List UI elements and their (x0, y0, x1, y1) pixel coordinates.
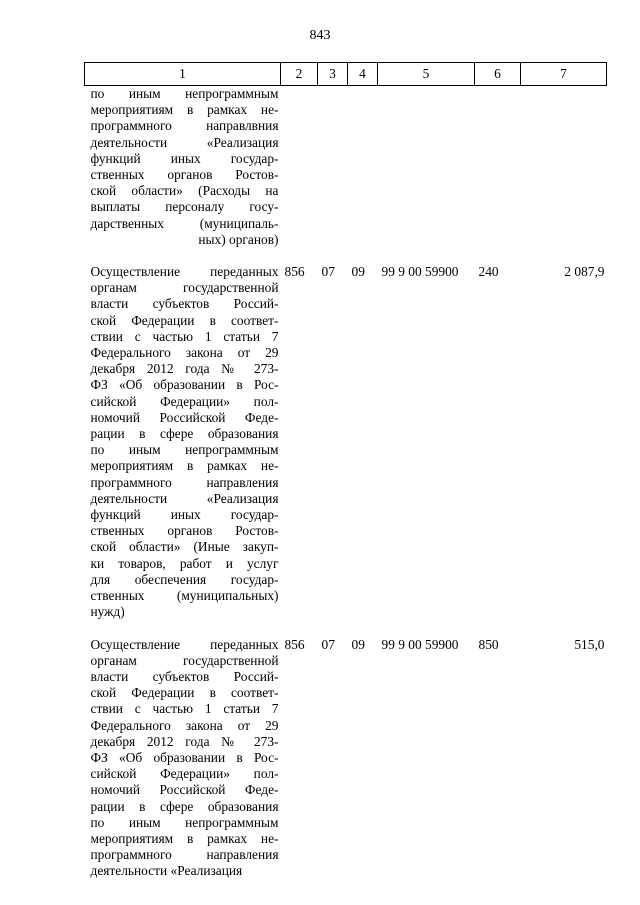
code-target (378, 86, 475, 249)
description-line: ствии с частью 1 статьи 7 (90, 701, 279, 717)
code-expense-type (475, 86, 521, 249)
description-line: функций иных государ- (90, 507, 279, 523)
description-line: мероприятиям в рамках не- (90, 458, 279, 474)
code-subsection: 09 (351, 636, 365, 652)
row-description (85, 264, 281, 620)
description-line: мероприятиям в рамках не- (90, 102, 279, 118)
description-line: программного направления (90, 474, 279, 490)
description-line: ской области» (Расходы на (90, 183, 279, 199)
description-line: деятельности «Реализация (90, 490, 279, 506)
table-row (85, 637, 607, 880)
amount: 515,0 (574, 636, 605, 652)
description-line: ФЗ «Об образовании в Рос- (90, 377, 279, 393)
table-row (85, 264, 607, 620)
column-number-header (85, 63, 607, 86)
description-line: Федерального закона от 29 (90, 717, 279, 733)
description-line: программного направлвния (90, 118, 279, 134)
description-line: органам государственной (90, 280, 279, 296)
description-line: по иным непрограммным (90, 86, 279, 101)
column-header: 3 (318, 63, 348, 86)
code-section: 07 (321, 636, 335, 652)
code-target: 99 9 00 59900 (381, 636, 459, 652)
column-header: 6 (475, 63, 521, 86)
page-number: 843 (309, 28, 331, 43)
description-line: ственных органов Ростов- (90, 523, 279, 539)
description-line: программного направления (90, 847, 279, 863)
column-header: 7 (521, 63, 607, 86)
description-line: ственных органов Ростов- (90, 167, 279, 183)
code-admin (281, 86, 318, 249)
description-line: ственных (муниципальных) (90, 588, 279, 604)
budget-table (84, 62, 607, 880)
description-line: деятельности «Реализация (90, 134, 279, 150)
description-line: функций иных государ- (90, 150, 279, 166)
description-line: по иным непрограммным (90, 442, 279, 458)
description-line: ской области» (Иные закуп- (90, 539, 279, 555)
description-line: Федерального закона от 29 (90, 345, 279, 361)
description-line: декабря 2012 года № 273- (90, 361, 279, 377)
description-line: для обеспечения государ- (90, 571, 279, 587)
description-line: ствии с частью 1 статьи 7 (90, 328, 279, 344)
spacer-cell (85, 621, 607, 637)
description-line: ки товаров, работ и услуг (90, 555, 279, 571)
column-header: 4 (348, 63, 378, 86)
description-line: власти субъектов Россий- (90, 668, 279, 684)
description-line: ФЗ «Об образовании в Рос- (90, 749, 279, 765)
code-section: 07 (321, 264, 335, 280)
description-line: Осуществление переданных (90, 636, 279, 652)
description-line: мероприятиям в рамках не- (90, 830, 279, 846)
description-line: рации в сфере образования (90, 798, 279, 814)
description-line: власти субъектов Россий- (90, 296, 279, 312)
description-line: выплаты персоналу госу- (90, 199, 279, 215)
code-expense-type: 240 (478, 264, 499, 280)
description-line: номочий Российской Феде- (90, 782, 279, 798)
description-line: декабря 2012 года № 273- (90, 733, 279, 749)
row-description (85, 637, 281, 880)
description-line: сийской Федерации» пол- (90, 766, 279, 782)
amount: 2 087,9 (564, 264, 605, 280)
description-line: Осуществление переданных (90, 264, 279, 280)
code-target: 99 9 00 59900 (381, 264, 459, 280)
description-line: номочий Российской Феде- (90, 409, 279, 425)
description-line: сийской Федерации» пол- (90, 393, 279, 409)
row-description (85, 86, 281, 249)
row-spacer (85, 621, 607, 637)
description-line: по иным непрограммным (90, 814, 279, 830)
description-line: нужд) (90, 604, 125, 620)
description-line: ской Федерации в соответ- (90, 685, 279, 701)
column-header: 1 (85, 63, 281, 86)
column-header: 5 (378, 63, 475, 86)
description-line: ных) органов) (198, 231, 279, 247)
column-header: 2 (281, 63, 318, 86)
description-line: деятельности «Реализация (90, 863, 243, 879)
code-admin: 856 (284, 264, 305, 280)
amount (521, 86, 607, 249)
spacer-cell (85, 248, 607, 264)
row-spacer (85, 248, 607, 264)
description-line: рации в сфере образования (90, 426, 279, 442)
table-row (85, 86, 607, 249)
description-line: органам государственной (90, 652, 279, 668)
code-admin: 856 (284, 636, 305, 652)
code-expense-type: 850 (478, 636, 499, 652)
description-line: дарственных (муниципаль- (90, 215, 279, 231)
description-line: ской Федерации в соответ- (90, 312, 279, 328)
code-section (318, 86, 348, 249)
code-subsection: 09 (351, 264, 365, 280)
code-subsection (348, 86, 378, 249)
